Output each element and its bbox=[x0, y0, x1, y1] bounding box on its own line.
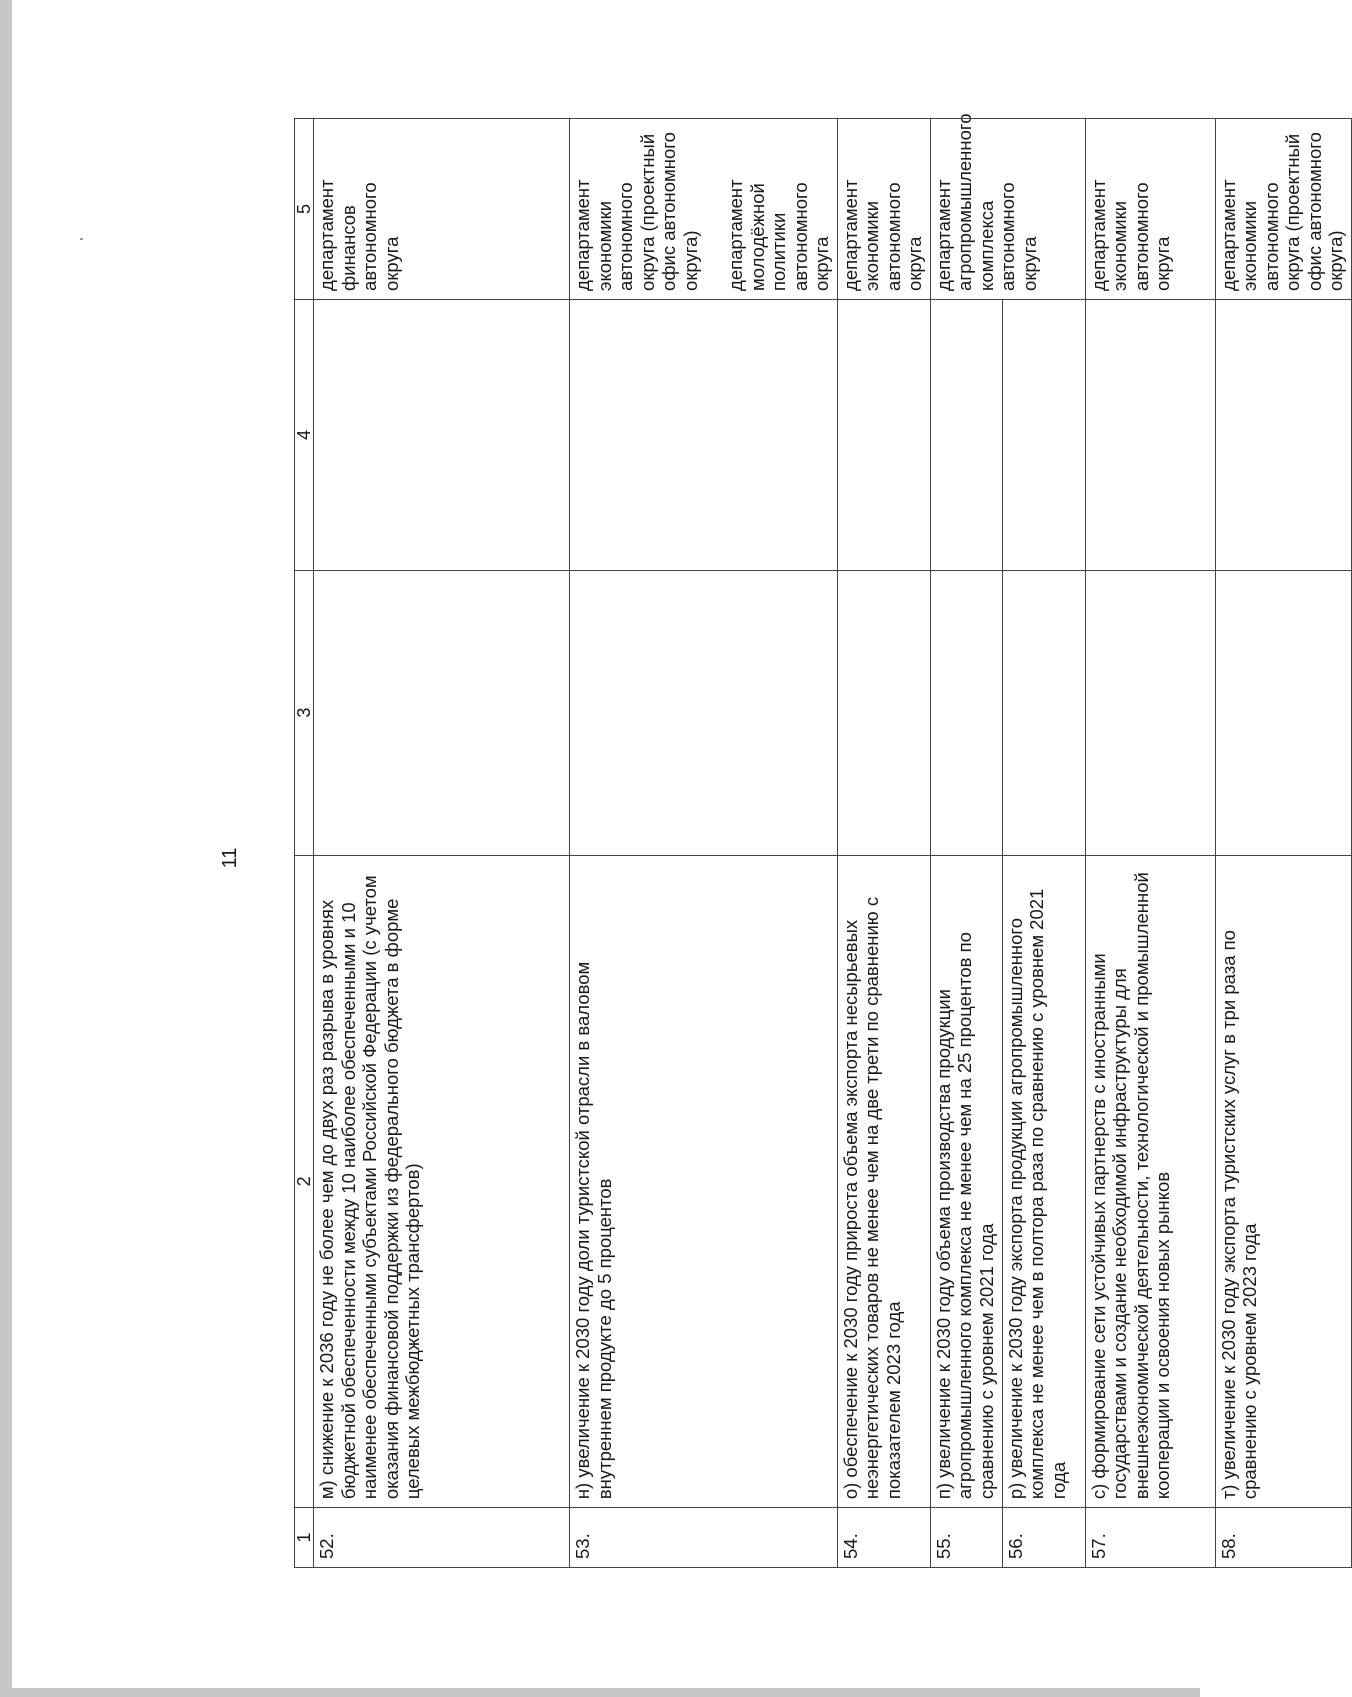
table-row bbox=[314, 119, 570, 1568]
rotated-page-content bbox=[210, 113, 1346, 1568]
table-row bbox=[1085, 119, 1215, 1568]
cell-col-3 bbox=[570, 570, 838, 855]
cell-col-4 bbox=[314, 299, 570, 570]
cell-col-3 bbox=[1085, 570, 1215, 855]
indicator-text: с) формирование сети устойчивых партнерств с иностранными государствами и создание необходимой инфраструктуры для внешнеэкономической деятельности, технологической и промышленной кооперации и освоения новых рынков bbox=[1085, 855, 1215, 1508]
header-col-1: 1 bbox=[295, 1508, 314, 1568]
cell-col-4 bbox=[1002, 299, 1085, 570]
department-name: департамент экономики автономного округа bbox=[839, 179, 925, 291]
responsible-department bbox=[1215, 119, 1351, 300]
department-name: департамент экономики автономного округа (проектный офис автономного округа) bbox=[1217, 132, 1346, 291]
header-col-4: 4 bbox=[295, 299, 314, 570]
table-header-row bbox=[295, 119, 314, 1568]
department-name: департамент экономики автономного округа (проектный офис автономного округа) bbox=[572, 132, 701, 291]
table-row bbox=[1002, 119, 1085, 1568]
scan-edge-bottom bbox=[0, 1688, 1200, 1697]
cell-col-4 bbox=[837, 299, 930, 570]
indicator-text: о) обеспечение к 2030 году прироста объема экспорта несырьевых неэнергетических товаров не менее чем на две трети по сравнению с показателем 2023 года bbox=[837, 855, 930, 1508]
indicator-text: р) увеличение к 2030 году экспорта продукции агропромышленного комплекса не менее чем в полтора раза по сравнению с уровнем 2021 года bbox=[1002, 855, 1085, 1508]
row-number: 53. bbox=[570, 1508, 838, 1568]
cell-col-3 bbox=[930, 570, 1002, 855]
row-number: 56. bbox=[1002, 1508, 1085, 1568]
cell-col-3 bbox=[1215, 570, 1351, 855]
row-number: 54. bbox=[837, 1508, 930, 1568]
department-name-2: департамент молодёжной политики автономного округа bbox=[725, 179, 832, 291]
cell-col-4 bbox=[1215, 299, 1351, 570]
cell-col-4 bbox=[570, 299, 838, 570]
table-row bbox=[930, 119, 1002, 1568]
row-number: 52. bbox=[314, 1508, 570, 1568]
header-col-3: 3 bbox=[295, 570, 314, 855]
indicator-text: м) снижение к 2036 году не более чем до двух раз разрыва в уровнях бюджетной обеспеченности между 10 наиболее обеспеченными и 10 наименее обеспеченными субъектами Российской Федерации (с учетом оказания финансовой поддержки из федерального бюджета в форме целевых межбюджетных трансфертов) bbox=[314, 855, 570, 1508]
row-number: 55. bbox=[930, 1508, 1002, 1568]
responsible-department bbox=[1085, 119, 1215, 300]
cell-col-3 bbox=[837, 570, 930, 855]
row-number: 58. bbox=[1215, 1508, 1351, 1568]
department-name: департамент агропромышленного комплекса автономного округа bbox=[932, 113, 1040, 291]
cell-col-4 bbox=[1085, 299, 1215, 570]
header-col-5: 5 bbox=[295, 119, 314, 300]
department-name: департамент финансов автономного округа bbox=[316, 179, 402, 291]
row-number: 57. bbox=[1085, 1508, 1215, 1568]
department-name: департамент экономики автономного округа bbox=[1087, 179, 1173, 291]
indicator-text: н) увеличение к 2030 году доли туристской отрасли в валовом внутреннем продукте до 5 процентов bbox=[570, 855, 838, 1508]
cell-col-3 bbox=[314, 570, 570, 855]
scan-speck bbox=[80, 238, 83, 240]
table-row bbox=[1215, 119, 1351, 1568]
responsible-department bbox=[314, 119, 570, 300]
responsible-department bbox=[837, 119, 930, 300]
scan-edge-left bbox=[0, 0, 12, 1697]
cell-col-3 bbox=[1002, 570, 1085, 855]
responsible-department bbox=[570, 119, 838, 300]
table-row bbox=[837, 119, 930, 1568]
table-row bbox=[570, 119, 838, 1568]
header-col-2: 2 bbox=[295, 855, 314, 1508]
indicator-text: п) увеличение к 2030 году объема производства продукции агропромышленного комплекса не менее чем на 25 процентов по сравнению с уровнем 2021 года bbox=[930, 855, 1002, 1508]
indicator-text: т) увеличение к 2030 году экспорта туристских услуг в три раза по сравнению с уровнем 2023 года bbox=[1215, 855, 1351, 1508]
document-table bbox=[294, 113, 1352, 1568]
responsible-department bbox=[930, 113, 1085, 300]
page-number: 11 bbox=[219, 847, 241, 869]
cell-col-4 bbox=[930, 299, 1002, 570]
